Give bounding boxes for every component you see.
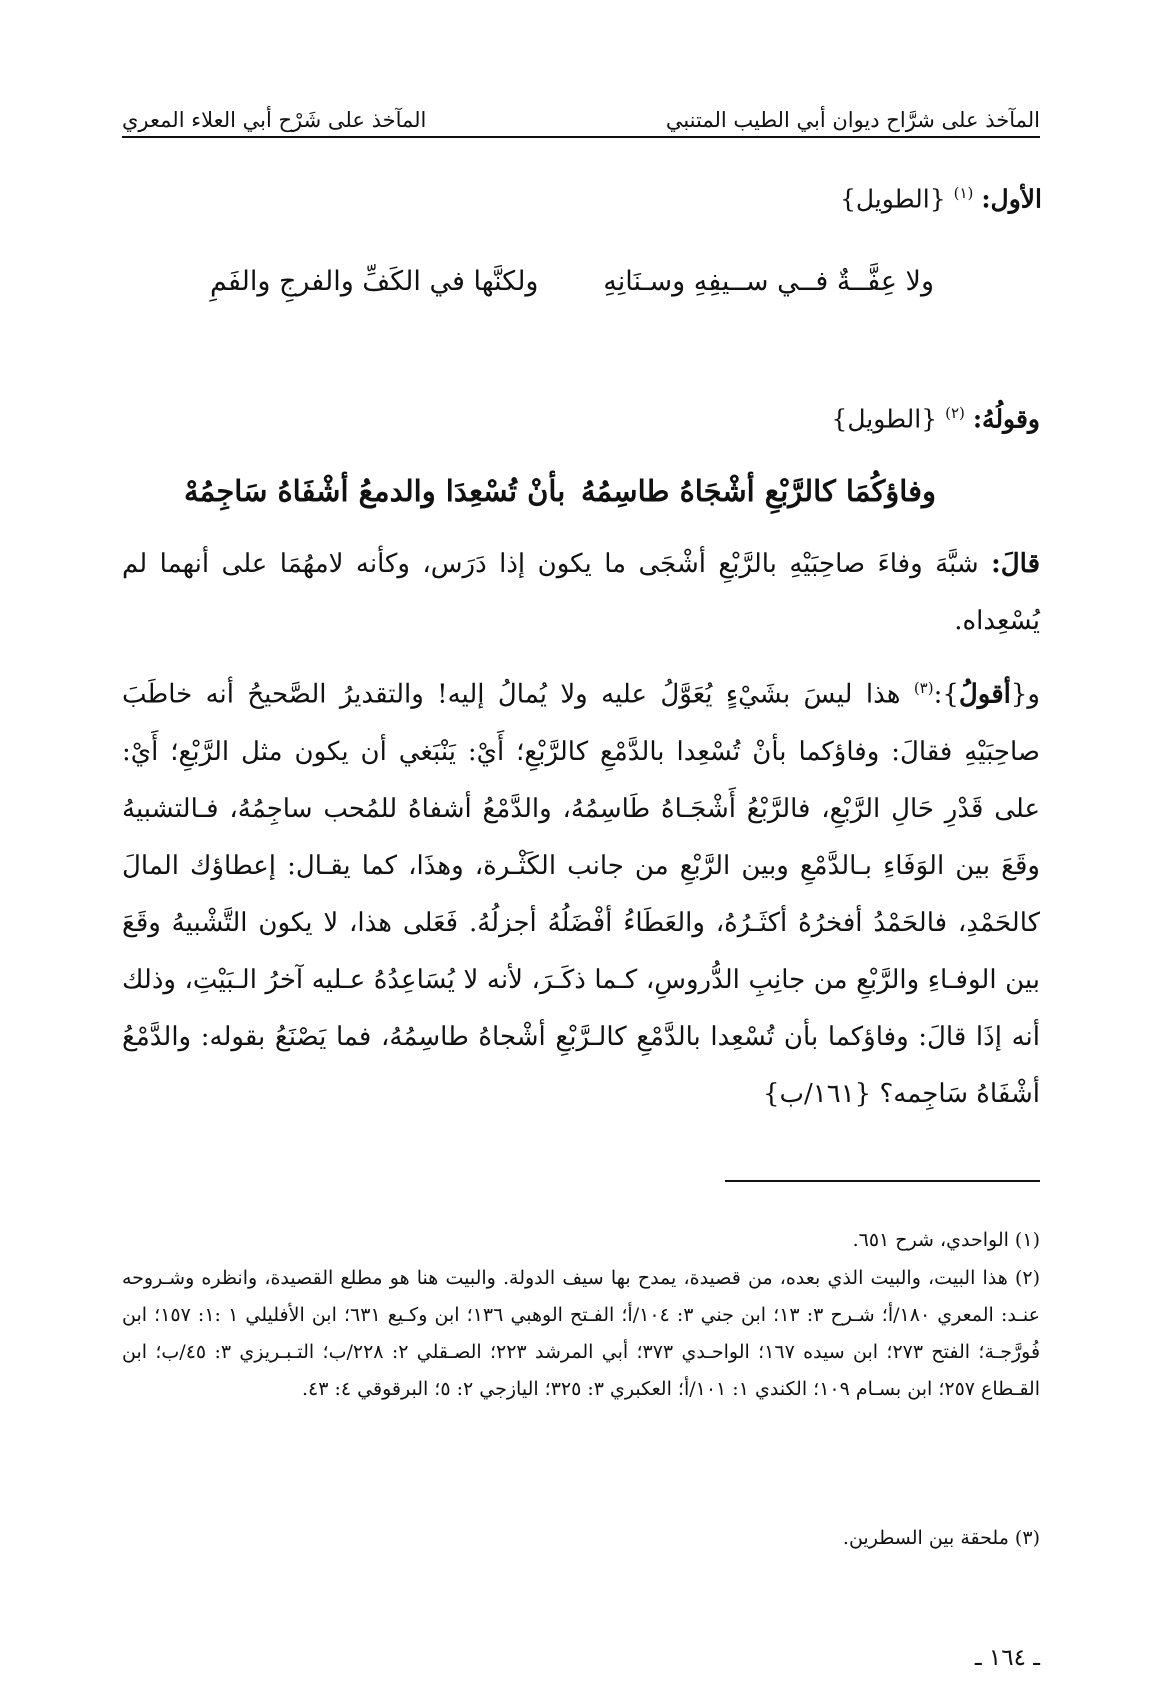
- section2-heading-line: [831, 404, 1040, 433]
- aqul-suffix: }:: [933, 679, 959, 710]
- commentary-qal-paragraph: [122, 536, 1040, 650]
- footnote-2: (٢) هذا البيت، والبيت الذي بعده، من قصيدة، يمدح بها سيف الدولة. والبيت هنا هو مطلع القصيدة، وانظره وشـروحه عنـد: المعري ١٨٠/أ؛ شـرح ٣: ١٣؛ ابن جني ٣: ١٠٤/أ؛ الفـتح الوهبي ١٣٦؛ ابن وكـيع ٦٣١؛ ابن الأفليلي ١ :١: ١٥٧؛ ابن فُورَّجـة؛ الفتح ٢٧٣؛ ابن سيده ١٦٧؛ الواحـدي ٣٧٣؛ أبي المرشد ٢٢٣؛ الصـقلي ٢: ٢٢٨/ب؛ التـبـريزي ٣: ٤٥/ب؛ ابن القـطاع ٢٥٧؛ ابن بسـام ١٠٩؛ الكندي ١: ١٠١/أ؛ العكبري ٣: ٣٢٥؛ اليازجي ٢: ٥؛ البرقوقي ٤: ٤٣.: [122, 1267, 1041, 1400]
- qal-label: قالَ:: [991, 549, 1040, 579]
- section1-verse-first-hemistich: ولا عِفَّــةٌ فــي ســيفِهِ وسـنَانِهِ: [603, 266, 934, 297]
- header-chapter-title: المآخذ على شَرْح أبي العلاء المعري: [122, 108, 427, 132]
- section1-heading: الأول:: [981, 184, 1042, 214]
- section1-heading-line: [840, 184, 1042, 213]
- page-number: ـ ١٦٤ ـ: [974, 1645, 1040, 1671]
- section2-verse-second-hemistich: بأنْ تُسْعِدَا والدمعُ أشْفَاهُ سَاجِمُهْ: [184, 474, 566, 508]
- commentary-aqul-paragraph: [122, 660, 1040, 1123]
- section1-meter: {الطويل}: [839, 184, 946, 214]
- footnote-ref-1[interactable]: (١): [953, 184, 974, 202]
- section2-verse-first-hemistich: وفاؤكُمَا كالرَّبْعِ أشْجَاهُ طاسِمُهُ: [580, 474, 936, 508]
- header-divider: [122, 136, 1040, 138]
- section1-verse-second-hemistich: ولكنَّها في الكَفِّ والفرجِ والفَمِ: [210, 266, 539, 297]
- qal-text: شبَّهَ وفاءَ صاحِبَيْهِ بالرَّبْعِ أشْجَى ما يكون إذا دَرَس، وكأنه لامهُمَا على أنهما لم يُسْعِداه.: [122, 549, 1040, 636]
- aqul-text: هذا ليسَ بشَيْءٍ يُعَوَّلُ عليه ولا يُمالُ إليه! والتقديرُ الصَّحيحُ أنه خاطَبَ صاحِبَيْهِ فقالَ: وفاؤكما بأنْ تُسْعِدا بالدَّمْعِ كالرَّبْعِ؛ أَيْ: يَنْبَغي أن يكون مثل الرَّبْعِ؛ أَيْ: على قَدْرِ حَالِ الرَّبْعِ، فالرَّبْعُ أَشْجَـاهُ طَاسِمُهُ، والدَّمْعُ أشفاهُ للمُحب ساجِمُهُ، فـالتشبيهُ وقَعَ بين الوَفَاءِ بـالدَّمْعِ وبين الرَّبْعِ من جانب الكَثْـرة، وهذَا، كما يقـال: إعطاؤك المالَ كالحَمْدِ، فالحَمْدُ أفخرُهُ أكثَـرُهُ، والعَطَاءُ أفْضَلُهُ أجزلُهُ. فَعَلى هذا، لا يكون التَّشْبيهُ وقَعَ بين الوفـاءِ والرَّبْعِ من جانِبِ الدُّروسِ، كـما ذكَـرَ، لأنه لا يُسَاعِدُهُ عـليه آخرُ الـبَيْتِ، وذلك أنه إذَا قالَ: وفاؤكما بأن تُسْعِدا بالدَّمْعِ كالـرَّبْعِ أشْجاهُ طاسِمُهُ، فما يَصْنَعُ بقوله: والدَّمْعُ أشْفَاهُ سَاجِمه؟ {١٦١/ب}: [122, 679, 1040, 1109]
- running-header: [122, 92, 1040, 132]
- aqul-label: أقولُ: [958, 679, 1011, 710]
- aqul-prefix: و{: [1010, 679, 1040, 710]
- footnote-divider: [725, 1180, 1040, 1182]
- footnote-3: (٣) ملحقة بين السطرين.: [842, 1527, 1040, 1549]
- section2-heading: وقولُهُ:: [972, 404, 1040, 434]
- header-book-title: المآخذ على شرَّاح ديوان أبي الطيب المتنبي: [665, 108, 1040, 132]
- footnote-ref-2[interactable]: (٢): [945, 404, 965, 422]
- section2-meter: {الطويل}: [831, 404, 938, 434]
- footnote-ref-3[interactable]: (٣): [913, 679, 934, 697]
- footnote-1: (١) الواحدي، شرح ٦٥١.: [852, 1229, 1040, 1251]
